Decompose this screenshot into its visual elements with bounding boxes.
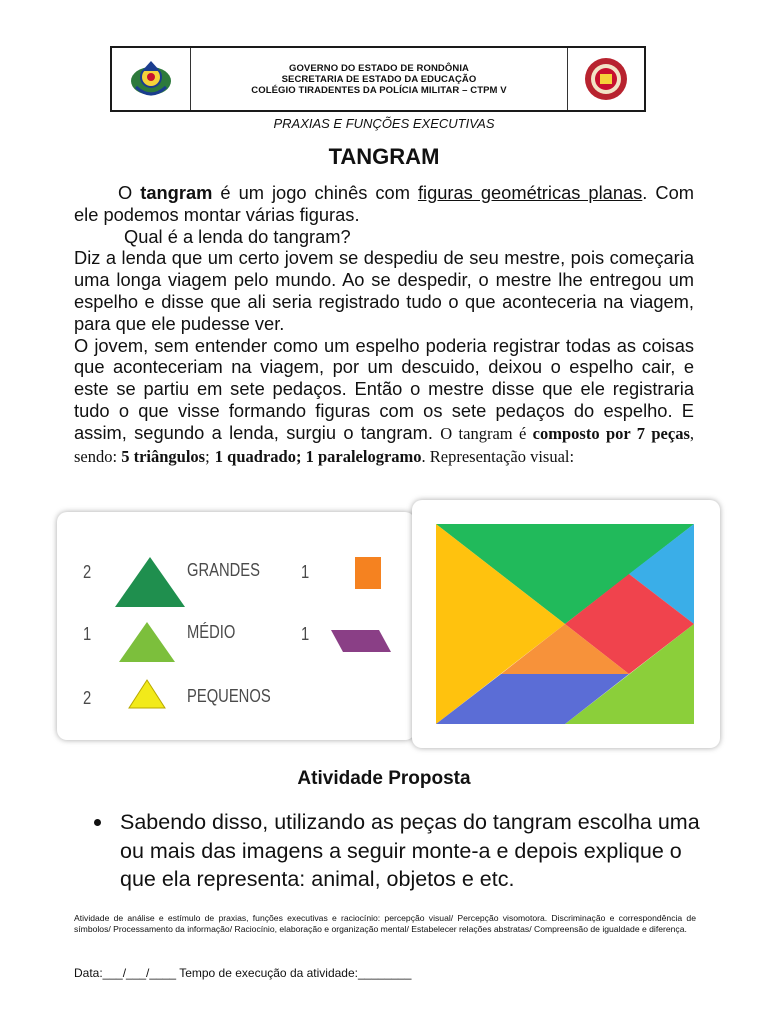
header-line-government: GOVERNO DO ESTADO DE RONDÔNIA <box>288 62 470 74</box>
legend-paragraph-2 <box>74 335 694 468</box>
legend-count-parallelogram: 1 <box>301 624 310 644</box>
legend-question: Qual é a lenda do tangram? <box>124 225 351 247</box>
legend-count-large: 2 <box>83 562 92 582</box>
composition-triangles: 5 triângulos <box>121 446 206 466</box>
small-triangle-icon <box>127 678 167 710</box>
intro-text-a: O <box>118 182 141 203</box>
legend-label-small: PEQUENOS <box>187 686 271 706</box>
legend-count-medium: 1 <box>83 624 92 644</box>
square-icon <box>353 555 383 591</box>
composition-text-d: . Representação visual: <box>421 446 575 466</box>
lesson-text <box>74 182 694 467</box>
parallelogram-icon <box>329 628 393 654</box>
activity-title: Atividade Proposta <box>297 768 471 789</box>
intro-text-c: . Com ele podemos montar várias figuras. <box>74 182 694 225</box>
page-title: TANGRAM <box>328 144 440 169</box>
state-coat-of-arms-icon <box>126 57 176 101</box>
activity-bullet-text: Sabendo disso, utilizando as peças do tangram escolha uma ou mais das imagens a seguir monte-a e depois explique o que ela representa: animal, objetos e etc. <box>120 810 700 891</box>
legend-paragraph-1: Diz a lenda que um certo jovem se despediu de seu mestre, pois começaria uma longa viagem pelo mundo. Ao se despedir, o mestre lhe entregou um espelho e disse que ali seria registrado tudo o que aconteceria na viagem, para que ele pudesse ver. <box>74 247 694 334</box>
intro-text-b: é um jogo chinês com <box>212 182 418 203</box>
tangram-figure-panel <box>412 500 720 748</box>
state-logo-cell <box>112 48 191 110</box>
legend-count-square: 1 <box>301 562 310 582</box>
legend-count-small: 2 <box>83 688 92 708</box>
composition-text-b: , sendo: <box>74 423 694 466</box>
date-and-time-line: Data:___/___/____ Tempo de execução da atividade:________ <box>74 966 412 980</box>
intro-underlined-term: figuras geométricas planas <box>417 182 643 203</box>
intro-term-tangram: tangram <box>140 182 213 203</box>
school-logo-cell <box>567 48 644 110</box>
header-line-school: COLÉGIO TIRADENTES DA POLÍCIA MILITAR – CTPM V <box>251 84 507 96</box>
activity-footnote: Atividade de análise e estímulo de praxias, funções executivas e raciocínio: percepção visual/ Percepção visomotora. Discriminação e correspondência de símbolos/ Processamento da informação/ Raciocínio, elaboração e organização mental/ Estabelecer relações abstratas/ Compreensão de igualdade e diferença. <box>74 913 696 934</box>
composition-text-c: ; <box>205 446 210 466</box>
document-subheading: PRAXIAS E FUNÇÕES EXECUTIVAS <box>273 116 495 131</box>
bullet-icon <box>94 819 101 826</box>
composition-square-parallelogram: 1 quadrado; 1 paralelogramo <box>214 446 422 466</box>
large-triangle-icon <box>113 555 187 609</box>
school-seal-icon <box>582 55 630 103</box>
legend-label-large: GRANDES <box>187 560 260 580</box>
legend-paragraph-2-text: O jovem, sem entender como um espelho poderia registrar todas as coisas que aconteceriam na viagem, por um descuido, deixou o espelho cair, e este se partiu em sete pedaços. Então o mestre disse que ele registraria tudo o que visse formando figuras com os sete pedaços do espelho. E assim, segundo a lenda, surgiu o tangram. <box>74 334 694 443</box>
intro-paragraph <box>74 182 694 226</box>
header-line-secretariat: SECRETARIA DE ESTADO DA EDUCAÇÃO <box>281 73 477 85</box>
composition-text-a: O tangram é <box>440 423 533 443</box>
header-text <box>191 48 567 110</box>
legend-label-medium: MÉDIO <box>187 622 236 642</box>
pieces-legend-panel <box>57 512 415 740</box>
composition-pieces: composto por 7 peças <box>532 423 690 443</box>
tangram-square-diagram <box>436 524 694 724</box>
medium-triangle-icon <box>117 620 177 664</box>
document-header <box>110 46 646 112</box>
